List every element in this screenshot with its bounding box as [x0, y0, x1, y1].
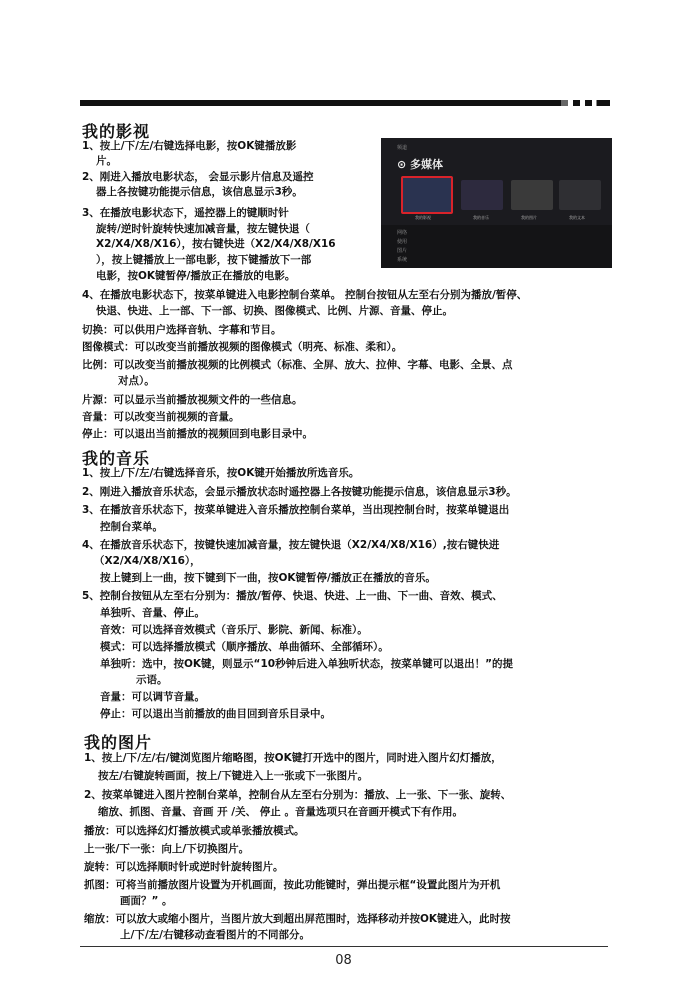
screenshot-tile-label: 我的文本 — [569, 215, 585, 220]
text-line: 1、按上/下/左/右/键浏览图片缩略图，按OK键打开选中的图片，同时进入图片幻灯播放， — [84, 752, 502, 764]
text-line: 单独听、音量、停止。 — [100, 607, 205, 619]
text-line: 上一张/下一张：向上/下切换图片。 — [84, 843, 250, 855]
screenshot-tile-movies — [401, 176, 453, 214]
text-line: 1、按上/下/左/右键选择电影，按OK键播放影 — [82, 140, 297, 152]
text-line: 片源：可以显示当前播放视频文件的一些信息。 — [82, 394, 303, 406]
text-line: 音量：可以改变当前视频的音量。 — [82, 411, 240, 423]
text-line: 3、在播放电影状态下，遥控器上的键顺时针 — [82, 207, 289, 219]
text-line: 图像模式：可以改变当前播放视频的图像模式（明亮、标准、柔和）。 — [82, 341, 403, 353]
screenshot-top-item: 频道 — [397, 145, 408, 151]
screenshot-lower-item: 网络 — [397, 230, 408, 236]
text-line: 片。 — [96, 155, 117, 167]
text-line: 比例：可以改变当前播放视频的比例模式（标准、全屏、放大、拉伸、字幕、电影、全景、点 — [82, 359, 513, 371]
text-line: 器上各按键功能提示信息，该信息显示3秒。 — [96, 186, 303, 198]
header-rule-ornament — [540, 100, 610, 106]
tv-menu-screenshot — [381, 138, 612, 268]
text-line: 5、控制台按钮从左至右分别为：播放/暂停、快退、快进、上一曲、下一曲、音效、模式、 — [82, 590, 503, 602]
text-line: 旋转：可以选择顺时针或逆时针旋转图片。 — [84, 861, 284, 873]
text-line: 2、刚进入播放电影状态， 会显示影片信息及遥控 — [82, 171, 314, 183]
text-line: 缩放、抓图、音量、音画 开 /关、 停止 。音量选项只在音画开模式下有作用。 — [98, 806, 463, 818]
screenshot-title-text: 多媒体 — [410, 158, 444, 171]
text-line: 3、在播放音乐状态下，按菜单键进入音乐播放控制台菜单，当出现控制台时，按菜单键退出 — [82, 504, 510, 516]
screenshot-title: ⊙ 多媒体 — [397, 158, 444, 171]
text-line: 控制台菜单。 — [100, 521, 163, 533]
text-line: 按上键到上一曲，按下键到下一曲，按OK键暂停/播放正在播放的音乐。 — [100, 572, 436, 584]
text-line: 按左/右键旋转画面，按上/下键进入上一张或下一张图片。 — [98, 770, 369, 782]
section-heading-photos: 我的图片 — [84, 733, 153, 752]
text-line: 音量：可以调节音量。 — [100, 691, 205, 703]
text-line: 音效：可以选择音效模式（音乐厅、影院、新闻、标准）。 — [100, 624, 368, 636]
screenshot-lower-item: 系统 — [397, 257, 408, 263]
text-line: 单独听：选中，按OK键，则显示“10秒钟后进入单独听状态，按菜单键可以退出！”的提 — [100, 658, 513, 670]
screenshot-tile-text — [559, 180, 601, 210]
text-line: 抓图：可将当前播放图片设置为开机画面，按此功能键时，弹出提示框“设置此图片为开机 — [84, 879, 501, 891]
text-line: 4、在播放音乐状态下，按键快速加减音量，按左键快退（X2/X4/X8/X16）,按右键快进 — [82, 539, 500, 551]
screenshot-tile-label: 我的音乐 — [473, 215, 489, 220]
text-line: 停止：可以退出当前播放的视频回到电影目录中。 — [82, 428, 313, 440]
text-line: 模式：可以选择播放模式（顺序播放、单曲循环、全部循环）。 — [100, 641, 389, 653]
screenshot-lower-menu — [381, 225, 612, 268]
text-line: 旋转/逆时针旋转快速加减音量，按左键快退（ — [96, 223, 310, 235]
text-line: 2、刚进入播放音乐状态，会显示播放状态时遥控器上各按键功能提示信息，该信息显示3秒。 — [82, 486, 517, 498]
text-line: 2、按菜单键进入图片控制台菜单，控制台从左至右分别为：播放、上一张、下一张、旋转、 — [84, 789, 512, 801]
text-line: 停止：可以退出当前播放的曲目回到音乐目录中。 — [100, 708, 331, 720]
footer-rule — [80, 946, 608, 947]
text-line: ），按上键播放上一部电影，按下键播放下一部 — [96, 254, 312, 266]
text-line: 对点）。 — [118, 375, 155, 387]
text-line: 1、按上/下/左/右键选择音乐，按OK键开始播放所选音乐。 — [82, 467, 360, 479]
text-line: 上/下/左/右键移动查看图片的不同部分。 — [120, 929, 311, 941]
section-heading-music: 我的音乐 — [82, 449, 151, 468]
screenshot-tile-label: 我的影视 — [415, 215, 431, 220]
screenshot-tile-music — [461, 180, 503, 210]
text-line: 缩放：可以放大或缩小图片，当图片放大到超出屏范围时，选择移动并按OK键进入，此时按 — [84, 913, 511, 925]
screenshot-lower-item: 图片 — [397, 248, 408, 254]
text-line: 4、在播放电影状态下，按菜单键进入电影控制台菜单。 控制台按钮从左至右分别为播放/暂停、 — [82, 289, 528, 301]
screenshot-lower-item: 使用 — [397, 239, 408, 245]
section-heading-movies: 我的影视 — [82, 122, 151, 141]
text-line: 快退、快进、上一部、下一部、切换、图像模式、比例、片源、音量、停止。 — [96, 305, 453, 317]
screenshot-tile-label: 我的图片 — [521, 215, 537, 220]
text-line: 画面？” 。 — [120, 895, 173, 907]
text-line: X2/X4/X8/X16），按右键快进（X2/X4/X8/X16 — [96, 238, 336, 250]
text-line: 切换：可以供用户选择音轨、字幕和节目。 — [82, 324, 282, 336]
text-line: 播放：可以选择幻灯播放模式或单张播放模式。 — [84, 825, 305, 837]
header-rule — [80, 100, 610, 106]
screenshot-tile-photos — [511, 180, 553, 210]
text-line: （X2/X4/X8/X16）， — [94, 555, 201, 567]
page-number: 08 — [335, 953, 352, 968]
text-line: 示语。 — [136, 674, 168, 686]
text-line: 电影，按OK键暂停/播放正在播放的电影。 — [96, 270, 296, 282]
